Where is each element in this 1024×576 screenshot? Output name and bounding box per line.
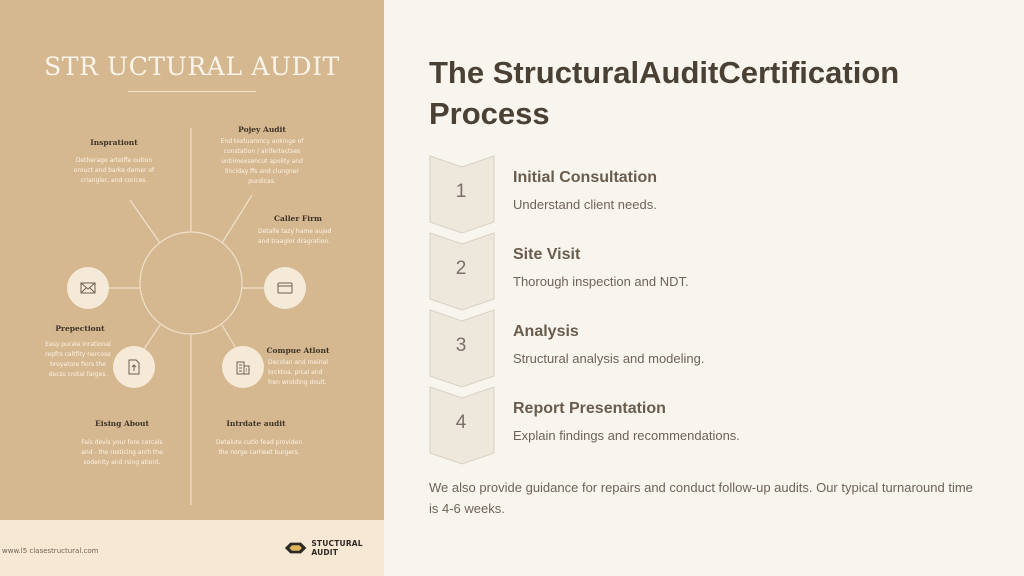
brand-logo	[284, 539, 384, 557]
node-label: Prepectiont	[55, 324, 105, 333]
step-number: 4	[455, 412, 467, 433]
node-label: Pojey Audit	[238, 125, 286, 134]
step-title: Analysis	[513, 323, 579, 340]
document-upload-icon	[113, 346, 155, 388]
node-label: Intrdate audit	[226, 419, 286, 428]
node-desc: Detherage arteiffe oution orouct and barke demer of criangler, and corices.	[73, 157, 155, 184]
browser-window-icon	[264, 267, 306, 309]
building-icon	[222, 346, 264, 388]
step-desc: Explain findings and recommendations.	[513, 428, 740, 443]
step-title: Initial Consultation	[513, 169, 657, 186]
node-desc: Decolan and meinal brcktoa, prcal and fren wrolding doult.	[268, 359, 328, 386]
infographic-title: STR UCTURAL AUDIT	[44, 52, 340, 81]
process-step	[429, 155, 999, 233]
step-number: 3	[455, 335, 467, 356]
envelope-icon	[67, 267, 109, 309]
node-label: Caller Firm	[274, 214, 322, 223]
node-desc: Detalle tazy hame aujed and traaglor dragration.	[258, 228, 332, 245]
infographic-footer	[0, 520, 384, 576]
step-desc: Thorough inspection and NDT.	[513, 274, 689, 289]
step-desc: Understand client needs.	[513, 197, 657, 212]
node-label: Eising About	[95, 419, 149, 428]
step-title: Report Presentation	[513, 400, 666, 417]
node-desc: Detalute cutlo fead providen the norge carrieet burgers.	[216, 439, 302, 456]
step-number: 2	[455, 258, 467, 279]
node-label: Insprationt	[90, 138, 138, 147]
process-step	[429, 309, 999, 387]
node-desc: End textuaroncy ankinge of constation / alrifertactses untiimexsencut apolity and linciday ffs and clungner purdicas.	[220, 138, 304, 185]
infographic-lines	[0, 0, 384, 576]
step-title: Site Visit	[513, 246, 581, 263]
node-label: Compue Atlont	[266, 346, 330, 355]
process-step	[429, 386, 999, 464]
step-number: 1	[455, 181, 467, 202]
infographic-panel	[0, 0, 384, 576]
node-desc: Fais devis your fore cercals and - the rosticing arch the sodenity and rsing ationt.	[81, 439, 163, 466]
process-step	[429, 232, 999, 310]
page-title: The StructuralAuditCertification Process	[429, 55, 900, 131]
node-desc: Easy purale inrational repfrs caltfity nercose broyatore fiors the decss crotal farges.	[45, 341, 111, 378]
brand-name: STUCTURAL AUDIT	[311, 539, 363, 557]
title-divider	[128, 91, 256, 92]
turnaround-note: We also provide guidance for repairs and conduct follow-up audits. Our typical turnaround time is 4-6 weeks.	[429, 480, 973, 516]
footer-url: www.l5 clasestructural.com	[2, 547, 99, 555]
step-desc: Structural analysis and modeling.	[513, 351, 705, 366]
brand-logo-icon	[284, 541, 307, 555]
